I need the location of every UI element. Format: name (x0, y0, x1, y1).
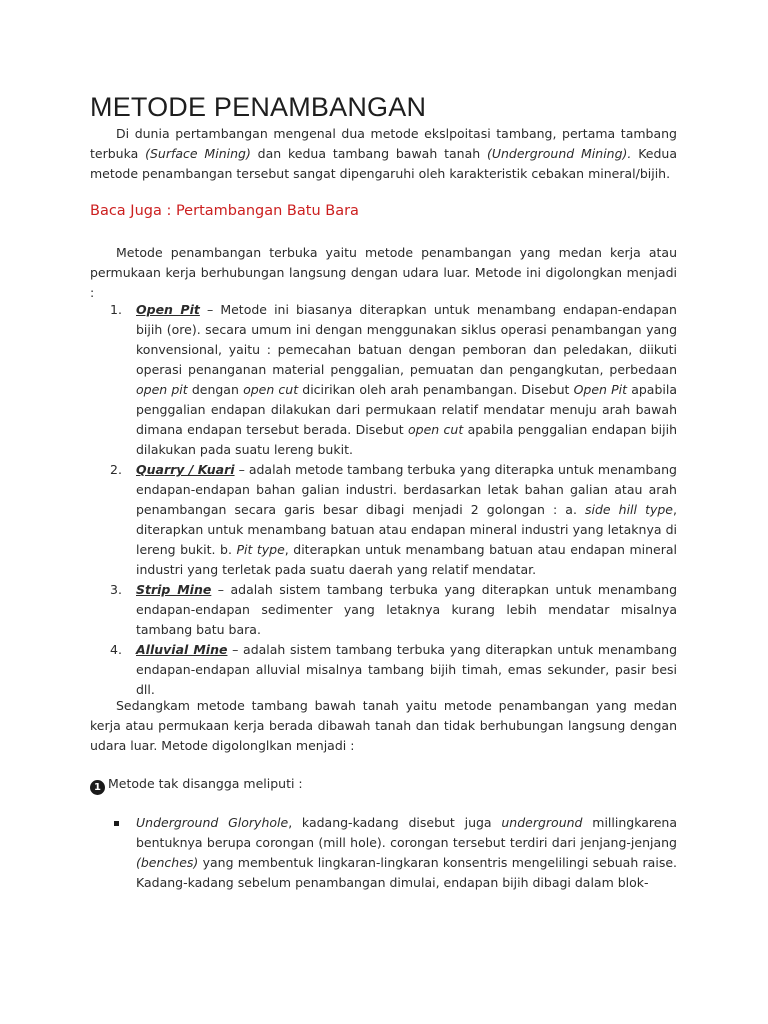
italic-term: open cut (408, 422, 464, 437)
intro-italic-underground-mining: (Underground Mining). (486, 146, 632, 161)
list-text: dengan (187, 382, 244, 397)
list-item-underground-gloryhole (90, 813, 677, 893)
list-number: 2. (110, 462, 122, 477)
unsupported-methods-list (90, 813, 677, 893)
underground-intro-paragraph: Sedangkam metode tambang bawah tanah yaitu metode penambangan yang medan kerja atau permukaan kerja berada dibawah tanah dan tidak berhubungan langsung dengan udara luar. Metode digolonglkan menjadi : (90, 698, 677, 753)
surface-methods-list (90, 300, 677, 700)
list-text: apabila penggalian endapan dilakukan dari permukaan relatif mendatar menuju arah bawah dimana endapan tersebut berada. Disebut (136, 382, 677, 437)
intro-text-2: dan kedua tambang bawah tanah (250, 146, 487, 161)
square-bullet-icon (114, 821, 119, 826)
italic-term: Pit type (236, 542, 285, 557)
italic-term: Open Pit (573, 382, 628, 397)
intro-paragraph (90, 124, 677, 184)
circled-number-icon: 1 (90, 780, 105, 795)
list-item-strip-mine (90, 580, 677, 640)
intro-text-1: Di dunia pertambangan mengenal dua metode ekslpoitasi tambang, pertama tambang terbuka (90, 126, 677, 161)
list-text: , diterapkan untuk menambang batuan atau endapan mineral industri yang terletak pada suatu daerah yang relatif mendatar. (136, 542, 677, 577)
open-pit-intro-paragraph: Metode penambangan terbuka yaitu metode penambangan yang medan kerja atau permukaan kerja berhubungan langsung dengan udara luar. Metode ini digolongkan menjadi : (90, 245, 677, 300)
list-text: – adalah metode tambang terbuka yang diterapka untuk menambang endapan-endapan bahan galian industri. berdasarkan letak bahan galian atau arah penambangan secara garis besar dibagi menjadi 2 golongan : a. (136, 462, 677, 517)
list-number: 1. (110, 302, 122, 317)
term-quarry: Quarry / Kuari (136, 462, 235, 477)
subsection-label: Metode tak disangga meliputi : (108, 776, 303, 791)
italic-term: Underground Gloryhole (136, 815, 289, 830)
italic-term: side hill type (584, 502, 673, 517)
term-alluvial-mine: Alluvial Mine (136, 642, 228, 657)
list-text: millingkarena bentuknya berupa corongan (mill hole). corongan tersebut terdiri dari jenjang-jenjang (136, 815, 678, 850)
list-text: – Metode ini biasanya diterapkan untuk menambang endapan-endapan bijih (ore). secara umum ini dengan menggunakan siklus operasi penambangan yang konvensional, yaitu : pemecahan batuan dengan pemboran dan peledakan, diikuti operasi penanganan material penggalian, pemuatan dan pengangkutan, perbedaan (136, 302, 677, 377)
list-text: , kadang-kadang disebut juga (288, 815, 502, 830)
list-item-quarry (90, 460, 677, 580)
related-article-link[interactable]: Baca Juga : Pertambangan Batu Bara (90, 203, 359, 219)
list-item-open-pit (90, 300, 677, 460)
list-number: 3. (110, 582, 122, 597)
italic-term: underground (501, 815, 583, 830)
intro-italic-surface-mining: (Surface Mining) (145, 146, 251, 161)
list-item-alluvial-mine (90, 640, 677, 700)
subsection-heading (90, 774, 303, 795)
list-text: – adalah sistem tambang terbuka yang diterapkan untuk menambang endapan-endapan alluvial misalnya tambang bijih timah, emas sekunder, pasir besi dll. (136, 642, 677, 697)
term-strip-mine: Strip Mine (136, 582, 212, 597)
page-title: METODE PENAMBANGAN (90, 92, 427, 122)
intro-text-3: Kedua metode penambangan tersebut sangat dipengaruhi oleh karakteristik cebakan mineral/bijih. (90, 146, 678, 181)
term-open-pit: Open Pit (136, 302, 200, 317)
list-text: – adalah sistem tambang terbuka yang diterapkan untuk menambang endapan-endapan sedimenter yang letaknya kurang lebih mendatar misalnya tambang batu bara. (136, 582, 678, 637)
italic-term: open cut (243, 382, 299, 397)
italic-term: (benches) (136, 855, 199, 870)
list-text: , diterapkan untuk menambang batuan atau endapan mineral industri yang letaknya di lereng bukit. b. (136, 502, 677, 557)
italic-term: open pit (136, 382, 188, 397)
list-text: dicirikan oleh arah penambangan. Disebut (298, 382, 574, 397)
list-text: apabila penggalian endapan bijih dilakukan pada suatu lereng bukit. (136, 422, 677, 457)
list-number: 4. (110, 642, 122, 657)
list-text: yang membentuk lingkaran-lingkaran konsentris mengelilingi sebuah raise. Kadang-kadang sebelum penambangan dimulai, endapan bijih dibagi dalam blok- (136, 855, 677, 890)
